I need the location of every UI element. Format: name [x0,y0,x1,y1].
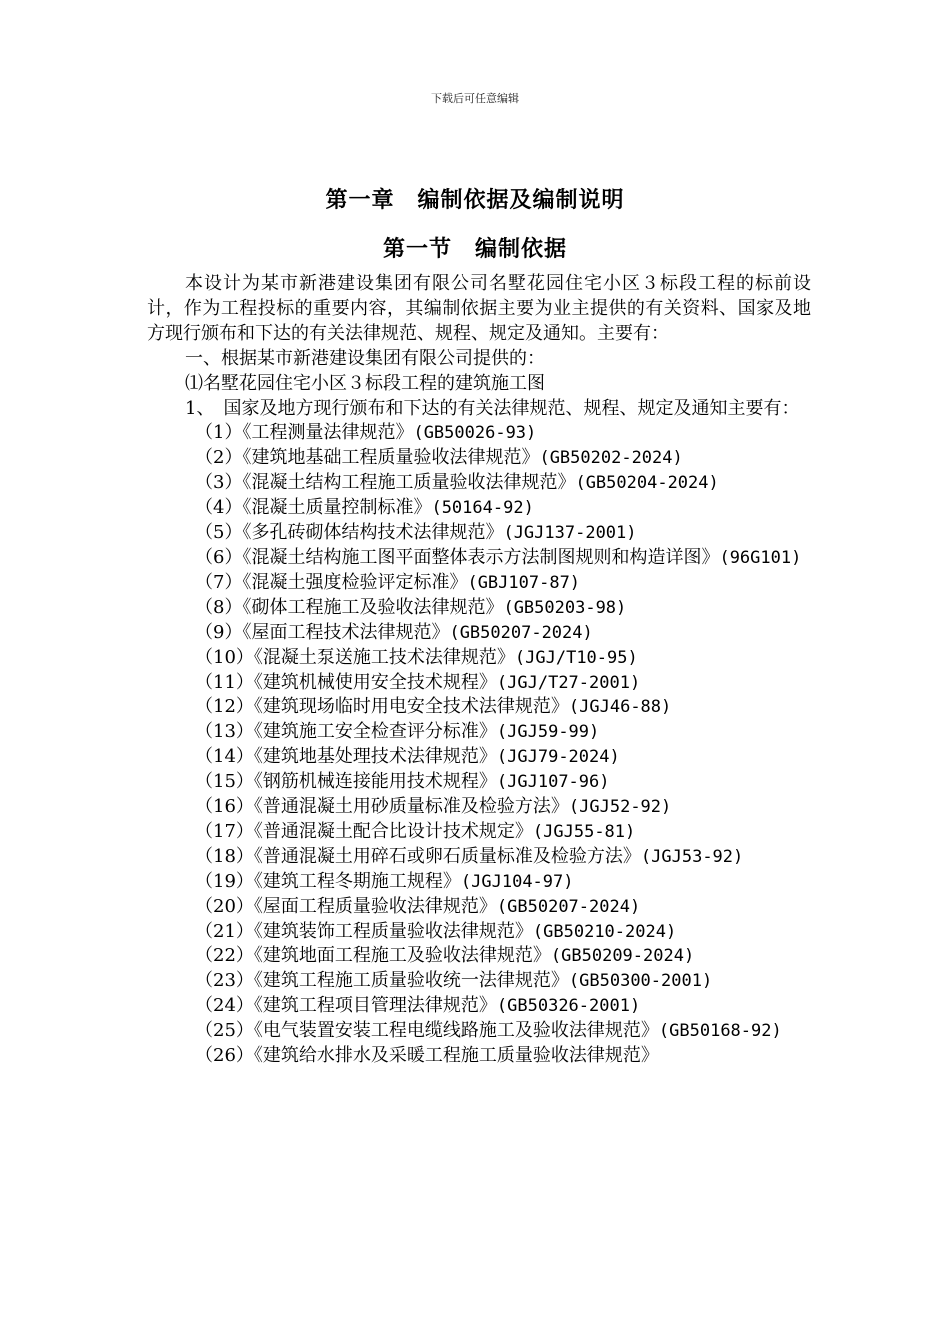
item-code: (GB50203-98) [503,597,627,618]
item-code: (GBJ107-87) [467,572,581,593]
item-number: （24） [195,995,254,1017]
section-title: 第一节 编制依据 [382,237,567,262]
item-code: (GB50207-2024) [449,622,593,643]
regulation-item [147,646,811,671]
item-title: 《多孔砖砌体结构技术法律规范》 [242,522,504,544]
item-code: (JGJ52-92) [568,797,672,818]
item-title: 《普通混凝土配合比设计技术规定》 [253,820,533,842]
regulation-item [147,496,811,521]
regulation-item [147,745,811,770]
header-note: 下载后可任意编辑 [431,92,519,105]
item-number: （25） [195,1020,254,1042]
item-number: （23） [195,970,254,992]
item-number: （12） [195,696,254,718]
item-title: 《普通混凝土用砂质量标准及检验方法》 [253,796,569,818]
intro-paragraph: 本设计为某市新港建设集团有限公司名墅花园住宅小区３标段工程的标前设计，作为工程投标的重要内容，其编制依据主要为业主提供的有关资料、国家及地方现行颁布和下达的有关法律规范、规程、规定及通知。主要有： [147,273,811,344]
regulation-item [147,1019,811,1044]
item-title: 《建筑现场临时用电安全技术法律规范》 [253,696,569,718]
item-title: 《建筑工程冬期施工规程》 [253,870,461,892]
item-title: 《建筑机械使用安全技术规程》 [253,671,497,693]
regulation-item [147,820,811,845]
regulation-item [147,845,811,870]
item-number: （8） [195,596,243,618]
item-title: 《混凝土结构施工图平面整体表示方法制图规则和构造详图》 [242,546,720,568]
regulation-item [147,1044,811,1069]
item-code: (JGJ46-88) [568,697,672,718]
item-code: (GB50202-2024) [539,448,683,469]
regulations-line: 1、 国家及地方现行颁布和下达的有关法律规范、规程、规定及通知主要有： [185,397,800,419]
item-title: 《建筑装饰工程质量验收法律规范》 [253,920,533,942]
item-number: （5） [195,522,243,544]
regulation-item [147,795,811,820]
item-number: （13） [195,721,254,743]
item-code: (GB50209-2024) [550,946,695,967]
item-number: （20） [195,895,254,917]
item-title: 《建筑地面工程施工及验收法律规范》 [253,945,551,967]
chapter-title: 第一章 编制依据及编制说明 [325,188,625,213]
item-number: （4） [195,497,243,519]
regulation-item [147,770,811,795]
regulation-item [147,944,811,969]
item-title: 《混凝土强度检验评定标准》 [242,571,468,593]
regulation-item [147,446,811,471]
item-code: (JGJ104-97) [460,871,574,892]
regulation-item [147,969,811,994]
item-title: 《屋面工程技术法律规范》 [242,621,450,643]
item-number: （19） [195,870,254,892]
item-number: （15） [195,771,254,793]
item-code: (GB50168-92) [658,1021,782,1042]
item-code: (GB50204-2024) [575,473,719,494]
item-code: (JGJ/T27-2001) [496,672,641,693]
item-number: （9） [195,621,243,643]
item-title: 《电气装置安装工程电缆线路施工及验收法律规范》 [253,1020,659,1042]
item-title: 《建筑地基处理技术法律规范》 [253,746,497,768]
regulation-item [147,671,811,696]
item-number: （1） [195,422,243,444]
item-code: (JGJ53-92) [640,846,744,867]
regulation-item [147,870,811,895]
item-title: 《混凝土泵送施工技术法律规范》 [253,646,515,668]
item-number: （16） [195,796,254,818]
item-number: （17） [195,820,254,842]
item-code: (GB50210-2024) [532,921,677,942]
regulation-list [147,421,811,1069]
regulation-item [147,471,811,496]
regulation-item [147,695,811,720]
item-number: （18） [195,845,254,867]
regulation-item [147,994,811,1019]
regulation-item [147,521,811,546]
regulation-item [147,920,811,945]
item-number: （2） [195,447,243,469]
item-title: 《屋面工程质量验收法律规范》 [253,895,497,917]
regulation-item [147,421,811,446]
item-code: (GB50326-2001) [496,996,641,1017]
item-title: 《混凝土质量控制标准》 [242,497,432,519]
item-title: 《混凝土结构工程施工质量验收法律规范》 [242,472,576,494]
basis-line: 一、根据某市新港建设集团有限公司提供的： [185,347,545,369]
item-title: 《建筑工程施工质量验收统一法律规范》 [253,970,569,992]
regulation-item [147,546,811,571]
item-code: (JGJ/T10-95) [514,647,638,668]
item-title: 《建筑施工安全检查评分标准》 [253,721,497,743]
regulation-item [147,596,811,621]
item-title: 《普通混凝土用碎石或卵石质量标准及检验方法》 [253,845,641,867]
item-code: (96G101) [719,547,802,568]
item-title: 《工程测量法律规范》 [242,422,414,444]
item-number: （14） [195,746,254,768]
document-body [147,272,811,1069]
item-number: （3） [195,472,243,494]
item-code: (50164-92) [431,498,534,519]
item-title: 《建筑给水排水及采暖工程施工质量验收法律规范》 [253,1045,659,1067]
item-number: （7） [195,571,243,593]
item-code: (GB50300-2001) [568,971,713,992]
regulation-item [147,571,811,596]
item-title: 《建筑地基础工程质量验收法律规范》 [242,447,540,469]
regulation-item [147,720,811,745]
item-number: （26） [195,1045,254,1067]
item-title: 《砌体工程施工及验收法律规范》 [242,596,504,618]
item-code: (JGJ59-99) [496,722,600,743]
item-number: （21） [195,920,254,942]
drawing-line: ⑴名墅花园住宅小区３标段工程的建筑施工图 [185,372,545,394]
item-code: (GB50207-2024) [496,896,641,917]
item-code: (JGJ137-2001) [503,523,637,544]
item-number: （10） [195,646,254,668]
item-title: 《建筑工程项目管理法律规范》 [253,995,497,1017]
regulation-item [147,621,811,646]
item-code: (JGJ107-96) [496,772,610,793]
item-number: （11） [195,671,254,693]
regulation-item [147,895,811,920]
item-number: （6） [195,546,243,568]
item-title: 《钢筋机械连接能用技术规程》 [253,771,497,793]
item-number: （22） [195,945,254,967]
item-code: (JGJ55-81) [532,821,636,842]
item-code: (GB50026-93) [413,423,537,444]
item-code: (JGJ79-2024) [496,747,620,768]
